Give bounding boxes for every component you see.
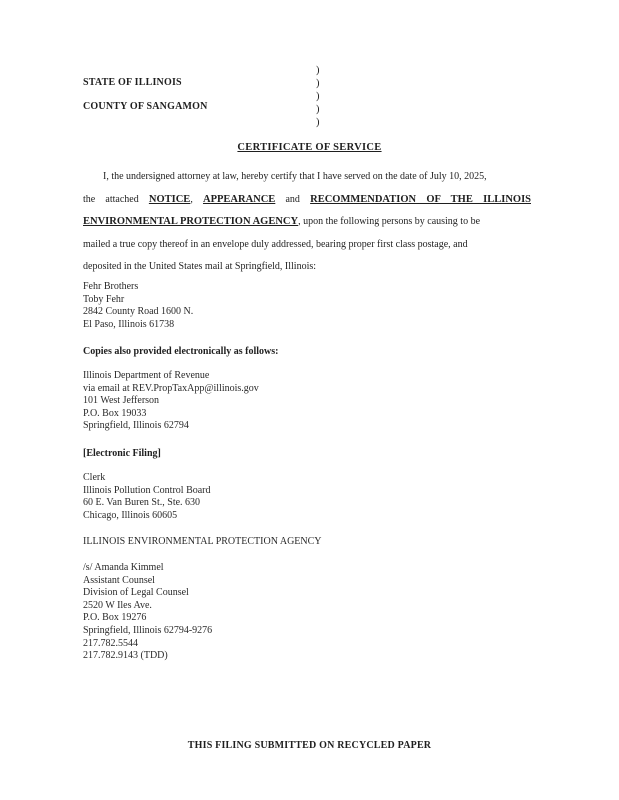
notice-link-text: NOTICE	[148, 193, 191, 205]
agency-name: ILLINOIS ENVIRONMENTAL PROTECTION AGENCY	[83, 536, 322, 547]
recommendation-text-b: ENVIRONMENTAL PROTECTION AGENCY	[83, 216, 299, 227]
caption-paren-2: )	[316, 78, 320, 89]
signature-block: /s/ Amanda Kimmel Assistant Counsel Division of Legal Counsel 2520 W Iles Ave. P.O. Box 19276 Springfield, Illinois 62794-9276 217.782.5544 217.782.9143 (TDD)	[83, 562, 213, 662]
paragraph-line-3: ENVIRONMENTAL PROTECTION AGENCY, upon the following persons by causing to be	[83, 216, 481, 227]
efiling-heading: [Electronic Filing]	[83, 448, 161, 459]
certification-paragraph	[83, 166, 531, 279]
recycled-paper-footer: THIS FILING SUBMITTED ON RECYCLED PAPER	[187, 740, 432, 751]
paragraph-line-4: mailed a true copy thereof in an envelope duly addressed, bearing proper first class postage, and	[83, 238, 468, 250]
paragraph-line-1: I, the undersigned attorney at law, hereby certify that I have served on the date of July 10, 2025,	[103, 171, 487, 182]
clerk-address: Clerk Illinois Pollution Control Board 60 E. Van Buren St., Ste. 630 Chicago, Illinois 60605	[83, 472, 211, 521]
revenue-email: via email at REV.PropTaxApp@illinois.gov	[83, 382, 259, 394]
recipient-address: Fehr Brothers Toby Fehr 2842 County Road 1600 N. El Paso, Illinois 61738	[83, 281, 194, 330]
caption-county: COUNTY OF SANGAMON	[83, 101, 208, 112]
signature-line: /s/ Amanda Kimmel	[83, 562, 164, 573]
copies-heading: Copies also provided electronically as follows:	[83, 346, 279, 357]
caption-state: STATE OF ILLINOIS	[83, 77, 182, 88]
appearance-link-text: APPEARANCE	[202, 193, 276, 205]
recommendation-text-a: RECOMMENDATION OF THE ILLINOIS	[310, 193, 531, 205]
caption-paren-1: )	[316, 65, 320, 76]
caption-paren-5: )	[316, 117, 320, 128]
document-title: CERTIFICATE OF SERVICE	[237, 142, 382, 153]
paragraph-line-5: deposited in the United States mail at Springfield, Illinois:	[83, 261, 317, 272]
revenue-address: Illinois Department of Revenue via email at REV.PropTaxApp@illinois.gov 101 West Jefferson P.O. Box 19033 Springfield, Illinois 62794	[83, 370, 259, 432]
paragraph-line-2: the attached NOTICE, APPEARANCE and RECOMMENDATION OF THE ILLINOIS	[83, 193, 531, 205]
caption-paren-4: )	[316, 104, 320, 115]
caption-paren-3: )	[316, 91, 320, 102]
